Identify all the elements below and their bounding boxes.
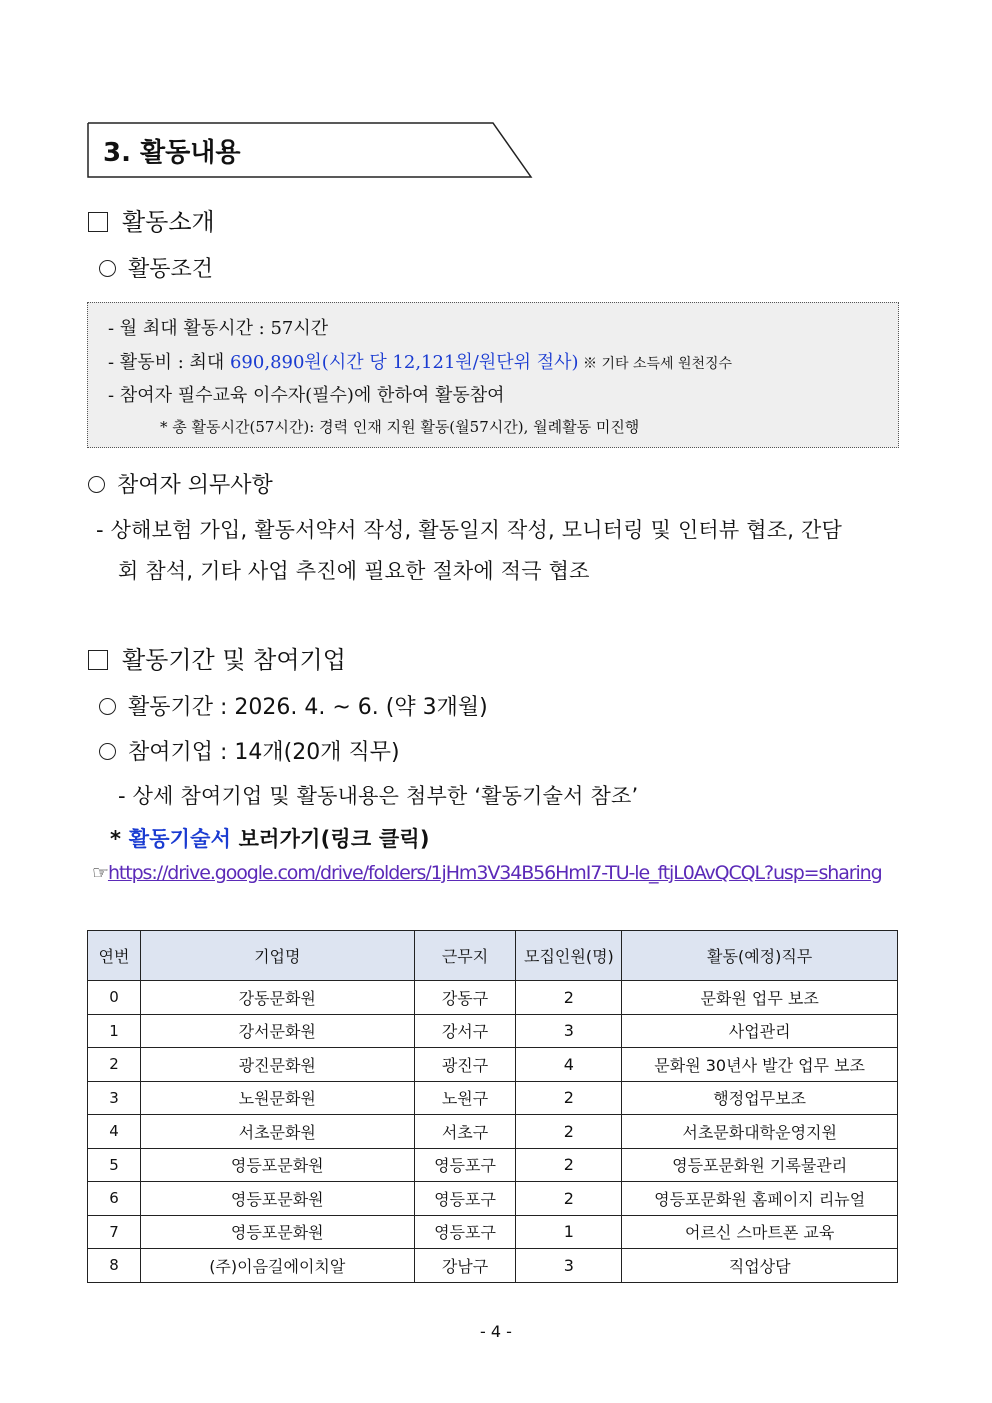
heading-activity-conditions <box>99 252 213 283</box>
cell-index: 7 <box>88 1215 141 1249</box>
cell-location: 강동구 <box>414 981 516 1015</box>
drive-link-line <box>92 862 882 884</box>
condition-pay-amount: 690,890원(시간 당 12,121원/원단위 절사) <box>229 352 579 373</box>
cell-index: 6 <box>88 1182 141 1216</box>
page-number: - 4 - <box>480 1322 512 1341</box>
heading-period-companies <box>88 640 346 675</box>
cell-job: 문화원 업무 보조 <box>622 981 898 1015</box>
cell-recruits: 1 <box>516 1215 622 1249</box>
heading-activity-intro <box>88 202 215 237</box>
cell-company: 영등포문화원 <box>140 1148 414 1182</box>
table-row <box>88 981 898 1015</box>
cell-job: 영등포문화원 홈페이지 리뉴얼 <box>622 1182 898 1216</box>
cell-job: 서초문화대학운영지원 <box>622 1115 898 1149</box>
square-bullet-icon <box>88 650 108 670</box>
companies-detail: - 상세 참여기업 및 활동내용은 첨부한 ‘활동기술서 참조’ <box>118 784 639 808</box>
cell-job: 직업상담 <box>622 1249 898 1283</box>
cell-index: 0 <box>88 981 141 1015</box>
cell-location: 광진구 <box>414 1048 516 1082</box>
cell-location: 강남구 <box>414 1249 516 1283</box>
cell-job: 어르신 스마트폰 교육 <box>622 1215 898 1249</box>
condition-pay-prefix: - 활동비 : 최대 <box>108 352 230 373</box>
cell-recruits: 2 <box>516 1115 622 1149</box>
cell-job: 사업관리 <box>622 1014 898 1048</box>
cell-index: 1 <box>88 1014 141 1048</box>
header-company: 기업명 <box>140 931 414 981</box>
cell-recruits: 2 <box>516 1182 622 1216</box>
circle-bullet-icon <box>88 476 105 493</box>
participating-companies <box>99 735 400 766</box>
cell-company: (주)이음길에이치알 <box>140 1249 414 1283</box>
heading-activity-intro-label: 활동소개 <box>122 208 215 236</box>
cell-index: 4 <box>88 1115 141 1149</box>
description-link-line <box>110 823 430 853</box>
cell-job: 문화원 30년사 발간 업무 보조 <box>622 1048 898 1082</box>
header-recruits: 모집인원(명) <box>516 931 622 981</box>
heading-activity-conditions-label: 활동조건 <box>128 257 214 282</box>
table-row <box>88 1249 898 1283</box>
condition-pay-tax-note: ※ 기타 소득세 원천징수 <box>578 356 733 372</box>
cell-company: 강서문화원 <box>140 1014 414 1048</box>
circle-bullet-icon <box>99 743 116 760</box>
pointing-hand-icon: ☞ <box>92 862 108 884</box>
cell-location: 영등포구 <box>414 1182 516 1216</box>
duties-line-1: - 상해보험 가입, 활동서약서 작성, 활동일지 작성, 모니터링 및 인터뷰 협조, 간담 <box>96 518 842 542</box>
cell-company: 영등포문화원 <box>140 1182 414 1216</box>
condition-pay <box>108 348 732 374</box>
square-bullet-icon <box>88 212 108 232</box>
heading-period-companies-label: 활동기간 및 참여기업 <box>122 646 346 674</box>
participating-companies-text: 참여기업 : 14개(20개 직무) <box>128 740 400 765</box>
cell-location: 노원구 <box>414 1081 516 1115</box>
cell-company: 노원문화원 <box>140 1081 414 1115</box>
link-star: * <box>110 827 129 851</box>
table-row <box>88 1182 898 1216</box>
heading-participant-duties <box>88 468 273 499</box>
header-location: 근무지 <box>414 931 516 981</box>
cell-location: 영등포구 <box>414 1148 516 1182</box>
header-job: 활동(예정)직무 <box>622 931 898 981</box>
cell-job: 영등포문화원 기록물관리 <box>622 1148 898 1182</box>
cell-recruits: 3 <box>516 1249 622 1283</box>
cell-company: 강동문화원 <box>140 981 414 1015</box>
header-index: 연번 <box>88 931 141 981</box>
description-link-suffix: 보러가기(링크 클릭) <box>231 827 430 851</box>
cell-location: 서초구 <box>414 1115 516 1149</box>
cell-index: 5 <box>88 1148 141 1182</box>
cell-job: 행정업무보조 <box>622 1081 898 1115</box>
cell-company: 영등포문화원 <box>140 1215 414 1249</box>
conditions-box <box>87 302 899 448</box>
condition-max-hours: - 월 최대 활동시간 : 57시간 <box>108 318 329 339</box>
activity-period <box>99 690 488 721</box>
description-link-label: 활동기술서 <box>128 827 232 851</box>
table-row <box>88 1048 898 1082</box>
cell-location: 강서구 <box>414 1014 516 1048</box>
cell-recruits: 2 <box>516 981 622 1015</box>
circle-bullet-icon <box>99 260 116 277</box>
cell-recruits: 4 <box>516 1048 622 1082</box>
table-row <box>88 1115 898 1149</box>
cell-index: 8 <box>88 1249 141 1283</box>
table-row <box>88 1014 898 1048</box>
cell-recruits: 2 <box>516 1081 622 1115</box>
cell-recruits: 2 <box>516 1148 622 1182</box>
drive-link[interactable]: https://drive.google.com/drive/folders/1jHm3V34B56HmI7-TU-le_ftjL0AvQCQL?usp=sharing <box>107 862 882 884</box>
heading-participant-duties-label: 참여자 의무사항 <box>117 473 273 498</box>
cell-recruits: 3 <box>516 1014 622 1048</box>
section-title: 3. 활동내용 <box>103 138 241 168</box>
duties-line-2: 회 참석, 기타 사업 추진에 필요한 절차에 적극 협조 <box>118 559 590 583</box>
circle-bullet-icon <box>99 698 116 715</box>
table-header-row <box>88 931 898 981</box>
section-header <box>87 122 533 178</box>
companies-table <box>87 930 898 1283</box>
condition-required-training: - 참여자 필수교육 이수자(필수)에 한하여 활동참여 <box>108 385 505 406</box>
cell-company: 광진문화원 <box>140 1048 414 1082</box>
cell-company: 서초문화원 <box>140 1115 414 1149</box>
condition-total-hours-note: * 총 활동시간(57시간): 경력 인재 지원 활동(월57시간), 월례활동 미진행 <box>160 418 640 436</box>
table-row <box>88 1215 898 1249</box>
cell-index: 2 <box>88 1048 141 1082</box>
table-row <box>88 1148 898 1182</box>
activity-period-text: 활동기간 : 2026. 4. ~ 6. (약 3개월) <box>128 695 488 720</box>
cell-location: 영등포구 <box>414 1215 516 1249</box>
table-row <box>88 1081 898 1115</box>
cell-index: 3 <box>88 1081 141 1115</box>
